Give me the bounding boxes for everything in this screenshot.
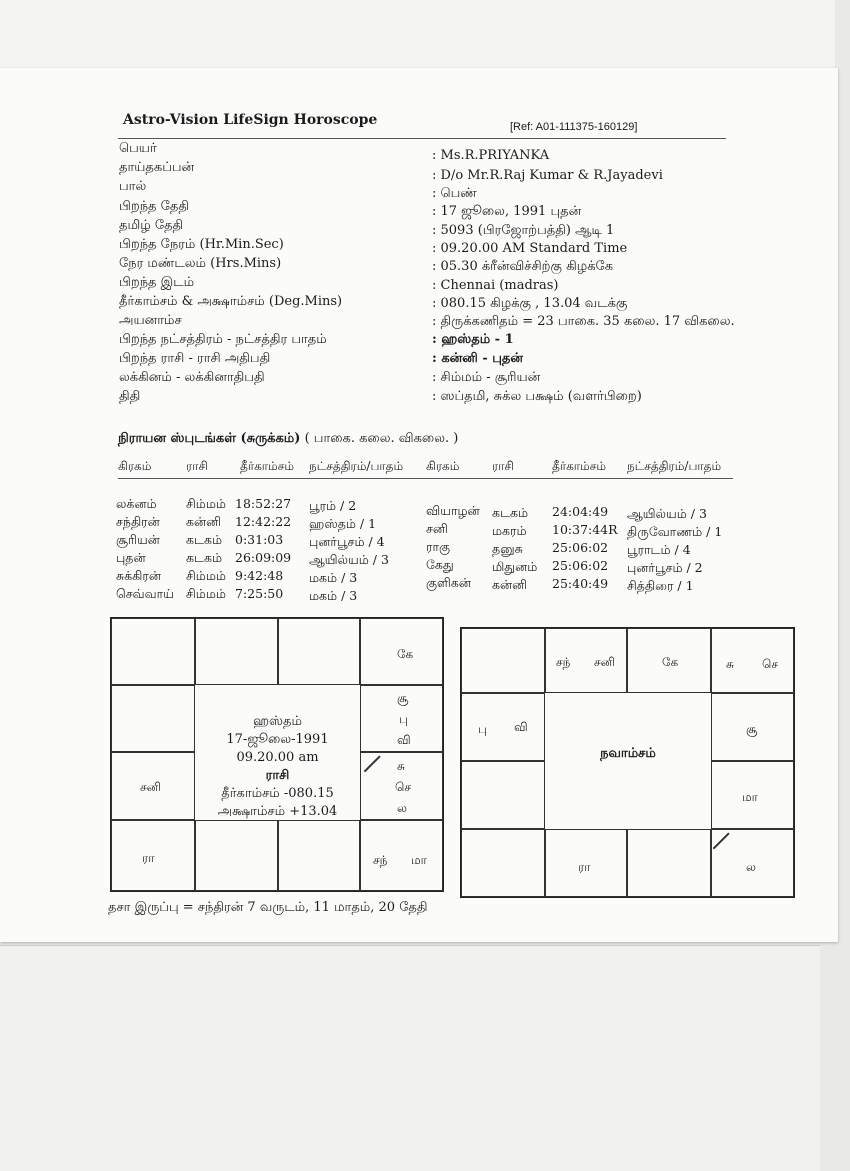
planet-rasi: கன்னி: [492, 577, 528, 592]
detail-value: : ஹஸ்தம் - 1: [432, 332, 514, 347]
section-title: நிராயன ஸ்புடங்கள் (சுருக்கம்): [118, 431, 301, 446]
planet-star: ஆயில்யம் / 3: [309, 552, 389, 567]
background-sheet-lower: [0, 945, 820, 1171]
section-subtitle: ( பாகை. கலை. விகலை. ): [304, 431, 459, 446]
center-longitude: தீர்காம்சம் -080.15: [221, 786, 334, 801]
planet-longitude: 10:37:44R: [552, 522, 618, 537]
detail-value: : 17 ஜூலை, 1991 புதன்: [432, 204, 582, 219]
col-header: ராசி: [492, 459, 514, 473]
horoscope-page: [0, 68, 838, 942]
chart-cell: [360, 685, 443, 752]
detail-label: தாய்தகப்பன்: [119, 160, 195, 175]
chart-cell: [111, 685, 195, 752]
planet-mandi: மா: [411, 853, 427, 867]
col-header: கிரகம்: [118, 459, 152, 473]
chart-cell: [111, 618, 195, 685]
planet-rasi: தனுசு: [492, 541, 523, 556]
planet-name: ராகு: [426, 539, 451, 554]
detail-value: : 080.15 கிழக்கு , 13.04 வடக்கு: [432, 296, 628, 311]
planet-rasi: கடகம்: [186, 532, 222, 547]
planet-star: ஆயில்யம் / 3: [627, 506, 707, 521]
chart-cell: [711, 761, 794, 829]
detail-value: : கன்னி - புதன்: [432, 351, 523, 366]
planet-longitude: 18:52:27: [235, 496, 292, 511]
planet-viyazhan: வி: [514, 720, 528, 734]
lagna-marker: [364, 755, 381, 772]
detail-label: பால்: [119, 179, 147, 194]
navamsa-chart: [460, 627, 795, 898]
chart-cell: [461, 761, 545, 829]
planet-longitude: 9:42:48: [235, 568, 284, 583]
chart-cell: [627, 829, 711, 897]
document-title: Astro-Vision LifeSign Horoscope: [123, 112, 378, 128]
planet-viyazhan: வி: [397, 733, 411, 747]
detail-label: திதி: [119, 389, 141, 404]
planet-star: பூராடம் / 4: [627, 542, 691, 557]
col-header: கிரகம்: [426, 459, 460, 473]
planet-longitude: 24:04:49: [552, 504, 609, 519]
chart-cell: [278, 820, 360, 891]
planet-star: ஹஸ்தம் / 1: [309, 516, 377, 531]
planet-star: திருவோணம் / 1: [627, 524, 723, 539]
detail-value: : D/o Mr.R.Raj Kumar & R.Jayadevi: [432, 168, 663, 183]
navamsa-center: நவாம்சம்: [600, 746, 656, 761]
chart-cell: [360, 618, 443, 685]
planet-name: புதன்: [116, 550, 146, 565]
detail-value: : 5093 (பிரஜோற்பத்தி) ஆடி 1: [432, 223, 615, 238]
planet-name: குளிகன்: [426, 575, 471, 590]
chart-cell: [461, 693, 545, 761]
planet-chandran: சந்: [556, 655, 571, 669]
planet-rasi: மிதுனம்: [492, 559, 538, 574]
chart-cell: [111, 820, 195, 891]
chart-cell: [360, 820, 443, 891]
planet-rasi: மகரம்: [492, 523, 527, 538]
detail-label: தீர்காம்சம் & அக்ஷாம்சம் (Deg.Mins): [119, 294, 343, 309]
planet-name: சனி: [426, 521, 448, 536]
planet-longitude: 12:42:22: [235, 514, 292, 529]
lagna-label: ல: [746, 860, 756, 874]
planet-sevvai: செ: [762, 657, 778, 671]
detail-label: பெயர்: [119, 141, 157, 156]
detail-label: தமிழ் தேதி: [119, 218, 184, 233]
chart-cell: [111, 752, 195, 820]
detail-value: : Chennai (madras): [432, 278, 559, 293]
planet-budhan: பு: [399, 712, 408, 726]
chart-cell: [195, 618, 278, 685]
chart-cell: [545, 628, 627, 693]
detail-value: : Ms.R.PRIYANKA: [432, 148, 550, 163]
detail-label: அயனாம்ச: [119, 313, 182, 328]
planet-rasi: கடகம்: [186, 550, 222, 565]
planet-longitude: 25:40:49: [552, 576, 609, 591]
planet-longitude: 26:09:09: [235, 550, 292, 565]
planet-sukran: சு: [726, 657, 734, 671]
planet-name: வியாழன்: [426, 503, 480, 518]
planet-star: சித்திரை / 1: [627, 578, 694, 593]
planet-star: புனர்பூசம் / 2: [627, 560, 703, 575]
planet-rahu: ரா: [142, 851, 155, 865]
planet-ketu: கே: [397, 647, 414, 661]
planet-sevvai: செ: [395, 780, 411, 794]
dasa-balance: தசா இருப்பு = சந்திரன் 7 வருடம், 11 மாதம், 20 தேதி: [108, 900, 428, 915]
table-divider: [118, 478, 733, 479]
planet-star: மகம் / 3: [309, 588, 358, 603]
planet-name: செவ்வாய்: [116, 586, 174, 601]
detail-value: : 09.20.00 AM Standard Time: [432, 241, 628, 256]
detail-value: : சிம்மம் - சூரியன்: [432, 370, 541, 385]
detail-label: பிறந்த ராசி - ராசி அதிபதி: [119, 351, 271, 366]
planet-rasi: கடகம்: [492, 505, 528, 520]
planet-name: சந்திரன்: [116, 514, 160, 529]
chart-cell: [711, 693, 794, 761]
planet-longitude: 0:31:03: [235, 532, 284, 547]
planet-longitude: 25:06:02: [552, 558, 609, 573]
planet-star: மகம் / 3: [309, 570, 358, 585]
planet-rahu: ரா: [578, 860, 591, 874]
col-header: தீர்காம்சம்: [552, 459, 606, 473]
planet-star: பூரம் / 2: [309, 498, 357, 513]
lagna-marker: [713, 832, 730, 849]
col-header: நட்சத்திரம்/பாதம்: [309, 459, 404, 473]
chart-cell: [461, 628, 545, 693]
planet-longitude: 25:06:02: [552, 540, 609, 555]
planet-sooriyan: சூ: [746, 722, 758, 736]
title-divider: [118, 138, 726, 139]
rasi-chart: [110, 617, 444, 892]
lagna-label: ல: [397, 801, 407, 815]
detail-label: பிறந்த தேதி: [119, 199, 189, 214]
planet-name: சூரியன்: [116, 532, 160, 547]
chart-cell: [195, 820, 278, 891]
center-latitude: அக்ஷாம்சம் +13.04: [217, 804, 338, 819]
planet-sooriyan: சூ: [397, 691, 409, 705]
planet-name: கேது: [426, 557, 454, 572]
planet-sani: சனி: [140, 780, 161, 794]
center-star: ஹஸ்தம்: [253, 714, 302, 729]
detail-label: லக்கினம் - லக்கினாதிபதி: [119, 370, 265, 385]
planet-longitude: 7:25:50: [235, 586, 284, 601]
planet-sukran: சு: [397, 759, 405, 773]
chart-cell: [627, 628, 711, 693]
planet-ketu: கே: [662, 655, 679, 669]
center-time: 09.20.00 am: [236, 750, 319, 765]
rasi-center: [195, 685, 360, 820]
planet-rasi: கன்னி: [186, 514, 222, 529]
planet-budhan: பு: [478, 722, 487, 736]
chart-cell: [711, 628, 794, 693]
detail-value: : 05.30 க்ரீன்விச்சிற்கு கிழக்கே: [432, 259, 614, 274]
detail-value: : ஸப்தமி, சுக்ல பக்ஷம் (வளர்பிறை): [432, 389, 642, 404]
planet-chandran: சந்: [373, 853, 388, 867]
detail-label: நேர மண்டலம் (Hrs.Mins): [119, 256, 282, 271]
planet-rasi: சிம்மம்: [186, 586, 226, 601]
center-date: 17-ஜூலை-1991: [226, 732, 329, 747]
chart-cell: [360, 752, 443, 820]
chart-cell: [545, 829, 627, 897]
col-header: நட்சத்திரம்/பாதம்: [627, 459, 722, 473]
reference-number: [Ref: A01-111375-160129]: [510, 121, 638, 133]
center-chart-name: ராசி: [265, 768, 290, 783]
section-heading: [118, 431, 458, 447]
planet-name: சுக்கிரன்: [116, 568, 161, 583]
planet-mandi: மா: [742, 790, 758, 804]
detail-label: பிறந்த நேரம் (Hr.Min.Sec): [119, 237, 284, 252]
chart-cell: [278, 618, 360, 685]
planet-name: லக்னம்: [116, 496, 157, 511]
planet-star: புனர்பூசம் / 4: [309, 534, 385, 549]
detail-value: : திருக்கணிதம் = 23 பாகை. 35 கலை. 17 விகலை.: [432, 314, 735, 329]
detail-value: : பெண்: [432, 186, 477, 201]
col-header: தீர்காம்சம்: [240, 459, 294, 473]
chart-cell: [461, 829, 545, 897]
planet-rasi: சிம்மம்: [186, 496, 226, 511]
detail-label: பிறந்த இடம்: [119, 275, 195, 290]
col-header: ராசி: [186, 459, 208, 473]
planet-sani: சனி: [594, 655, 615, 669]
planet-rasi: சிம்மம்: [186, 568, 226, 583]
detail-label: பிறந்த நட்சத்திரம் - நட்சத்திர பாதம்: [119, 332, 327, 347]
chart-cell: [711, 829, 794, 897]
